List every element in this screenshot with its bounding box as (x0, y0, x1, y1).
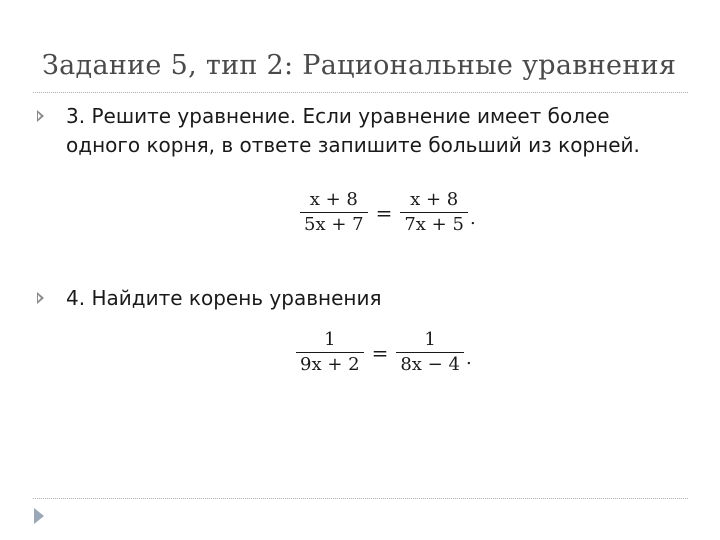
equation-end: . (465, 348, 472, 369)
left-fraction (300, 190, 368, 235)
title-divider (33, 92, 688, 93)
left-denominator: 9x + 2 (300, 354, 360, 375)
right-fraction (396, 330, 464, 375)
navigation-arrow-icon[interactable] (34, 508, 44, 524)
right-fraction (400, 190, 468, 235)
task-3-number: 3. (66, 104, 86, 128)
equals-sign: = (371, 340, 389, 365)
task-4-line1: Найдите корень уравнения (91, 286, 382, 310)
right-numerator: 1 (424, 329, 436, 350)
task-4-text (66, 284, 381, 313)
slide-title: Задание 5, тип 2: Рациональные уравнения (42, 50, 677, 81)
left-fraction (296, 330, 364, 375)
task-4-number: 4. (66, 286, 86, 310)
right-numerator: x + 8 (410, 189, 459, 210)
left-denominator: 5x + 7 (304, 214, 364, 235)
task-3-line1: Решите уравнение. Если уравнение имеет более (91, 104, 610, 128)
task-4-equation (296, 330, 472, 375)
task-3-text (66, 102, 640, 160)
task-3-line2: одного корня, в ответе запишите больший из корней. (66, 133, 640, 157)
equation-end: . (469, 208, 476, 229)
left-numerator: x + 8 (309, 189, 358, 210)
footer-divider (33, 498, 688, 499)
right-denominator: 8x − 4 (400, 354, 460, 375)
task-3-equation (300, 190, 476, 235)
triangle-bullet-icon (37, 292, 44, 304)
left-numerator: 1 (324, 329, 336, 350)
right-denominator: 7x + 5 (404, 214, 464, 235)
equals-sign: = (375, 200, 393, 225)
triangle-bullet-icon (37, 110, 44, 122)
